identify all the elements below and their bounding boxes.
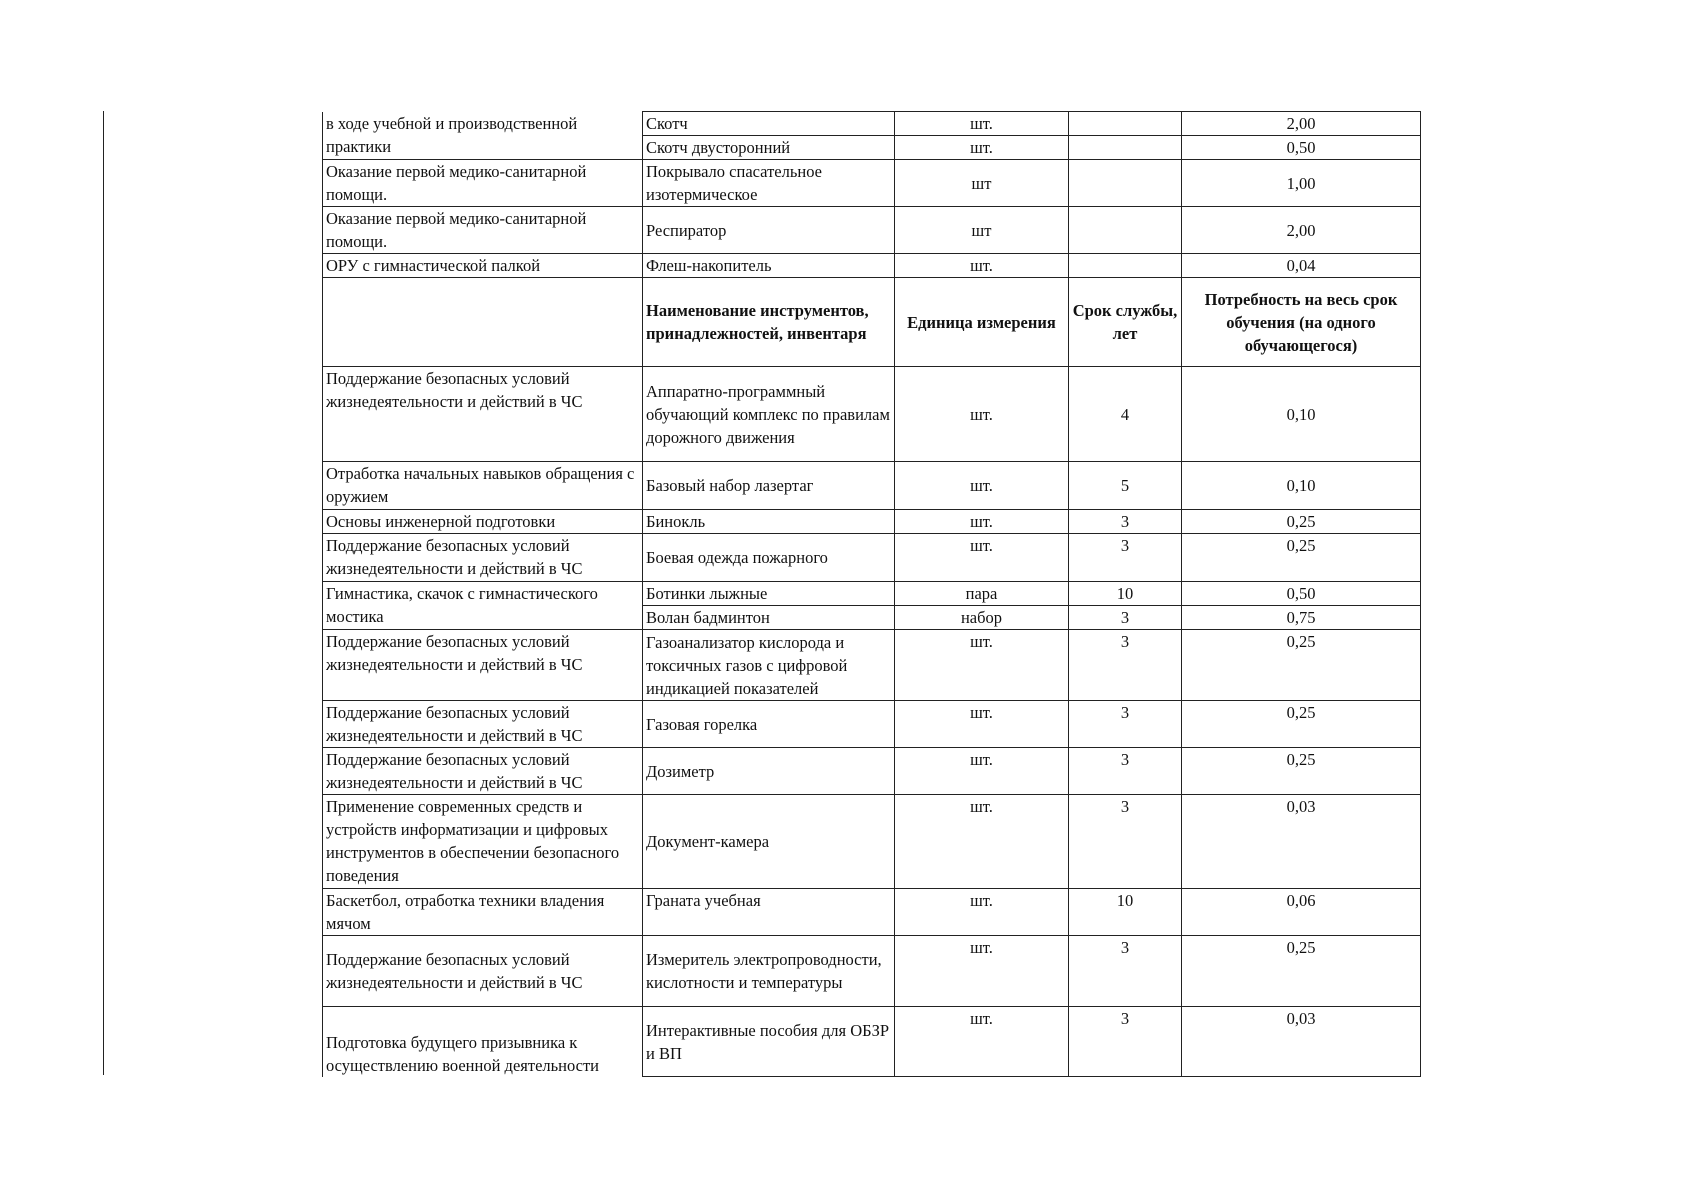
service-life-cell [1069, 207, 1182, 254]
item-name-cell: Ботинки лыжные [643, 582, 895, 606]
unit-cell: шт [895, 160, 1069, 207]
header-need: Потребность на весь срок обучения (на одного обучающегося) [1182, 278, 1421, 367]
service-life-cell: 3 [1069, 510, 1182, 534]
service-life-cell: 5 [1069, 462, 1182, 510]
unit-cell: шт. [895, 534, 1069, 582]
item-name-cell: Флеш-накопитель [643, 254, 895, 278]
item-name-cell: Бинокль [643, 510, 895, 534]
topic-cell: Поддержание безопасных условий жизнедеятельности и действий в ЧС [323, 936, 643, 1007]
table-row [323, 112, 1421, 136]
need-cell: 2,00 [1182, 207, 1421, 254]
table-row [323, 510, 1421, 534]
topic-cell: Подготовка будущего призывника к осуществлению военной деятельности [323, 1007, 643, 1077]
table-row [323, 630, 1421, 701]
service-life-cell [1069, 136, 1182, 160]
topic-cell: Поддержание безопасных условий жизнедеятельности и действий в ЧС [323, 534, 643, 582]
header-service-life: Срок службы, лет [1069, 278, 1182, 367]
topic-cell: Баскетбол, отработка техники владения мячом [323, 889, 643, 936]
topic-cell: Поддержание безопасных условий жизнедеятельности и действий в ЧС [323, 367, 643, 462]
item-name-cell: Боевая одежда пожарного [643, 534, 895, 582]
unit-cell: шт [895, 207, 1069, 254]
need-cell: 0,25 [1182, 748, 1421, 795]
unit-cell: шт. [895, 254, 1069, 278]
need-cell: 0,25 [1182, 701, 1421, 748]
unit-cell: шт. [895, 367, 1069, 462]
service-life-cell: 4 [1069, 367, 1182, 462]
topic-cell: Основы инженерной подготовки [323, 510, 643, 534]
service-life-cell [1069, 160, 1182, 207]
table-row [323, 462, 1421, 510]
table-header-row [323, 278, 1421, 367]
topic-cell: Поддержание безопасных условий жизнедеятельности и действий в ЧС [323, 701, 643, 748]
table-row [323, 582, 1421, 606]
need-cell: 0,25 [1182, 630, 1421, 701]
document-page [322, 111, 1421, 1077]
table-row [323, 207, 1421, 254]
topic-header-cell [323, 278, 643, 367]
header-unit: Единица измерения [895, 278, 1069, 367]
unit-cell: шт. [895, 1007, 1069, 1077]
item-name-cell: Аппаратно-программный обучающий комплекс по правилам дорожного движения [643, 367, 895, 462]
table-row [323, 936, 1421, 1007]
unit-cell: шт. [895, 748, 1069, 795]
table-row [323, 367, 1421, 462]
need-cell: 0,03 [1182, 1007, 1421, 1077]
item-name-cell: Покрывало спасательное изотермическое [643, 160, 895, 207]
equipment-table [322, 111, 1421, 1077]
service-life-cell: 3 [1069, 606, 1182, 630]
unit-cell: шт. [895, 112, 1069, 136]
header-item-name: Наименование инструментов, принадлежностей, инвентаря [643, 278, 895, 367]
table-row [323, 254, 1421, 278]
table-row [323, 701, 1421, 748]
service-life-cell: 3 [1069, 748, 1182, 795]
unit-cell: шт. [895, 510, 1069, 534]
unit-cell: шт. [895, 795, 1069, 889]
need-cell: 0,25 [1182, 936, 1421, 1007]
unit-cell: шт. [895, 889, 1069, 936]
need-cell: 0,03 [1182, 795, 1421, 889]
unit-cell: шт. [895, 936, 1069, 1007]
item-name-cell: Газовая горелка [643, 701, 895, 748]
margin-line [103, 111, 104, 1075]
need-cell: 0,10 [1182, 462, 1421, 510]
service-life-cell: 3 [1069, 534, 1182, 582]
topic-cell: Отработка начальных навыков обращения с оружием [323, 462, 643, 510]
item-name-cell: Скотч [643, 112, 895, 136]
item-name-cell: Документ-камера [643, 795, 895, 889]
service-life-cell: 3 [1069, 1007, 1182, 1077]
topic-cell: ОРУ с гимнастической палкой [323, 254, 643, 278]
table-row [323, 889, 1421, 936]
item-name-cell: Респиратор [643, 207, 895, 254]
need-cell: 0,75 [1182, 606, 1421, 630]
service-life-cell [1069, 254, 1182, 278]
need-cell: 0,04 [1182, 254, 1421, 278]
need-cell: 0,25 [1182, 534, 1421, 582]
item-name-cell: Скотч двусторонний [643, 136, 895, 160]
need-cell: 0,06 [1182, 889, 1421, 936]
item-name-cell: Интерактивные пособия для ОБЗР и ВП [643, 1007, 895, 1077]
topic-cell: Оказание первой медико-санитарной помощи. [323, 160, 643, 207]
service-life-cell: 3 [1069, 936, 1182, 1007]
service-life-cell: 3 [1069, 795, 1182, 889]
table-row [323, 795, 1421, 889]
item-name-cell: Волан бадминтон [643, 606, 895, 630]
unit-cell: шт. [895, 701, 1069, 748]
topic-cell: Поддержание безопасных условий жизнедеятельности и действий в ЧС [323, 748, 643, 795]
need-cell: 0,50 [1182, 582, 1421, 606]
service-life-cell: 3 [1069, 630, 1182, 701]
service-life-cell: 10 [1069, 889, 1182, 936]
topic-cell: Оказание первой медико-санитарной помощи. [323, 207, 643, 254]
unit-cell: шт. [895, 136, 1069, 160]
need-cell: 0,25 [1182, 510, 1421, 534]
service-life-cell: 3 [1069, 701, 1182, 748]
unit-cell: шт. [895, 462, 1069, 510]
table-row [323, 1007, 1421, 1077]
unit-cell: пара [895, 582, 1069, 606]
item-name-cell: Газоанализатор кислорода и токсичных газов с цифровой индикацией показателей [643, 630, 895, 701]
need-cell: 0,10 [1182, 367, 1421, 462]
need-cell: 0,50 [1182, 136, 1421, 160]
item-name-cell: Базовый набор лазертаг [643, 462, 895, 510]
topic-cell: Гимнастика, скачок с гимнастического мостика [323, 582, 643, 630]
table-row [323, 160, 1421, 207]
service-life-cell [1069, 112, 1182, 136]
item-name-cell: Дозиметр [643, 748, 895, 795]
unit-cell: набор [895, 606, 1069, 630]
topic-cell: Поддержание безопасных условий жизнедеятельности и действий в ЧС [323, 630, 643, 701]
topic-cell: Применение современных средств и устройств информатизации и цифровых инструментов в обеспечении безопасного поведения [323, 795, 643, 889]
item-name-cell: Измеритель электропроводности, кислотности и температуры [643, 936, 895, 1007]
need-cell: 2,00 [1182, 112, 1421, 136]
topic-cell: в ходе учебной и производственной практики [323, 112, 643, 160]
table-row [323, 534, 1421, 582]
unit-cell: шт. [895, 630, 1069, 701]
table-row [323, 748, 1421, 795]
item-name-cell: Граната учебная [643, 889, 895, 936]
need-cell: 1,00 [1182, 160, 1421, 207]
service-life-cell: 10 [1069, 582, 1182, 606]
